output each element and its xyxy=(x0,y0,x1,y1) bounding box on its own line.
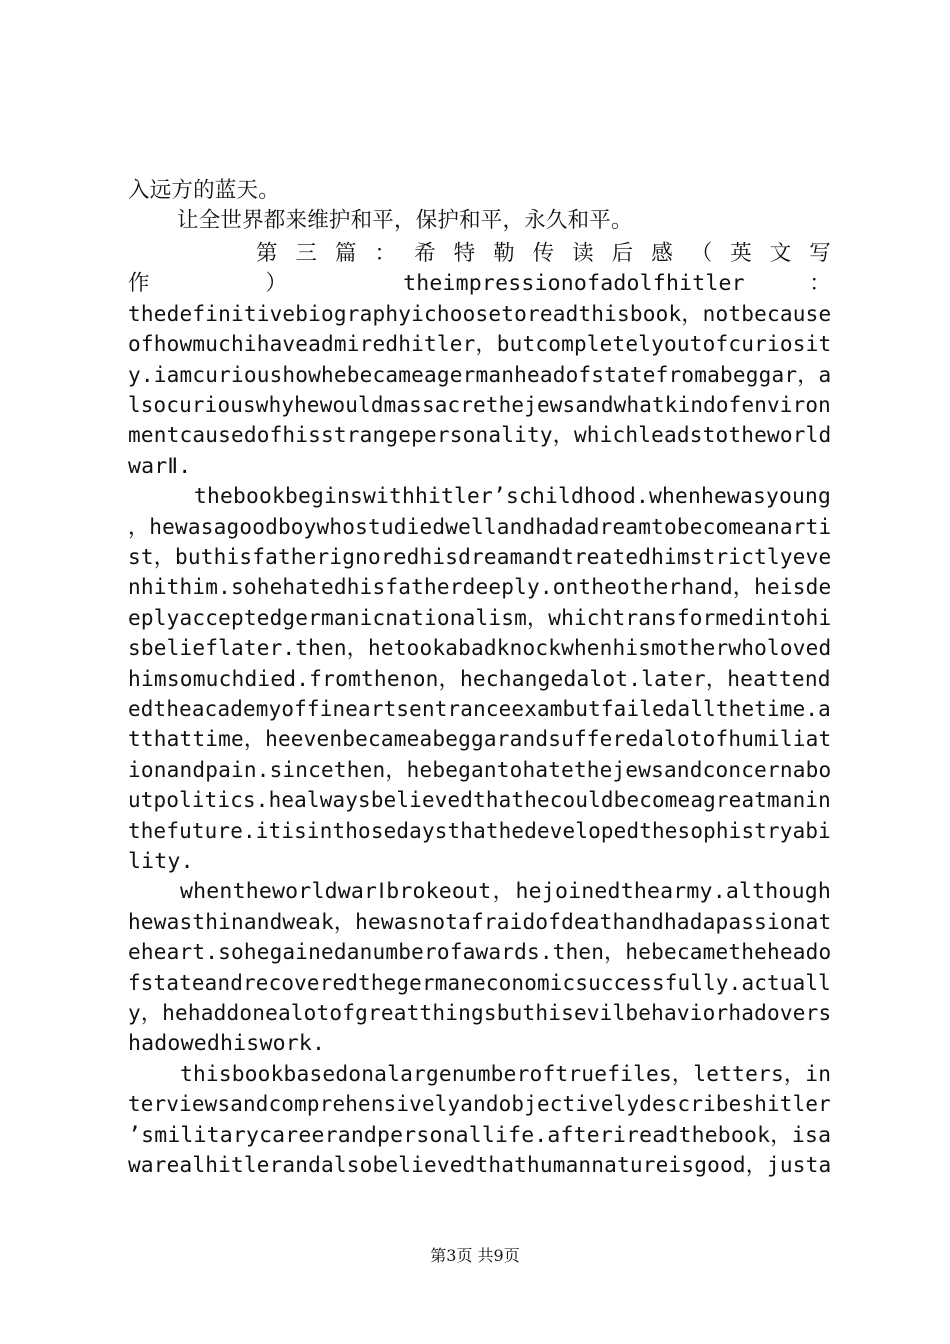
text-line: fstateandrecoveredthegermaneconomicsuccessfully.actuall xyxy=(128,971,831,996)
text-line: utpolitics.healwaysbelievedthathecouldbecomeagreatmanin xyxy=(128,788,831,813)
section-heading-cont: 作 ） theimpressionofadolfhitler ： xyxy=(128,271,831,296)
text-line: warⅡ. xyxy=(128,454,192,479)
section-heading: 第 三 篇 ： 希 特 勒 传 读 后 感 （ 英 文 写 xyxy=(256,241,831,266)
text-line: lity. xyxy=(128,849,194,874)
text-line: st，buthisfatherignoredhisdreamandtreatedhimstrictlyeve xyxy=(128,545,832,570)
text-line: 让全世界都来维护和平，保护和平，永久和平。 xyxy=(177,208,633,233)
text-line: sbelieflater.then，hetookabadknockwhenhismotherwholoved xyxy=(128,636,832,661)
text-line: thedefinitivebiographyichoosetoreadthisbook，notbecause xyxy=(128,302,832,327)
text-line: terviewsandcomprehensivelyandobjectivelydescribeshitler xyxy=(128,1092,831,1117)
text-line: lsocuriouswhyhewouldmassacrethejewsandwhatkindofenviron xyxy=(128,393,831,418)
text-line: mentcausedofhisstrangepersonality，whichleadstotheworld xyxy=(128,423,832,448)
text-line: thebookbeginswithhitler’schildhood.whenhewasyoung xyxy=(194,484,832,509)
text-line: thefuture.itisinthosedaysthathedevelopedthesophistryabi xyxy=(128,819,831,844)
text-line: whentheworldwarⅠbrokeout，hejoinedthearmy.although xyxy=(180,879,831,904)
text-line: eheart.sohegainedanumberofawards.then，hebecametheheado xyxy=(128,940,832,965)
text-line: ionandpain.sincethen，hebegantohatethejewsandconcernabo xyxy=(128,758,832,783)
text-line: thisbookbasedonalargenumberoftruefiles，letters，in xyxy=(180,1062,832,1087)
text-line: edtheacademyoffineartsentranceexambutfailedallthetime.a xyxy=(128,697,831,722)
page-number-footer: 第3页 共9页 xyxy=(430,1246,520,1265)
text-line: tthattime，heevenbecameabeggarandsufferedalotofhumiliat xyxy=(128,727,832,752)
text-line: ，hewasagoodboywhostudiedwellandhadadreamtobecomeanarti xyxy=(128,515,832,540)
text-line: hadowedhiswork. xyxy=(128,1031,326,1056)
text-line: y.iamcurioushowhebecameagermanheadofstatefromabeggar，a xyxy=(128,363,832,388)
text-line: himsomuchdied.fromthenon，hechangedalot.later，heattend xyxy=(128,667,831,692)
text-line: nhithim.sohehatedhisfatherdeeply.ontheotherhand，heisde xyxy=(128,575,832,600)
text-line: 入远方的蓝天。 xyxy=(128,178,280,203)
text-line: ofhowmuchihaveadmiredhitler，butcompletelyoutofcuriosit xyxy=(128,332,832,357)
text-line: y，hehaddonealotofgreatthingsbuthisevilbehaviorhadovers xyxy=(128,1001,832,1026)
text-line: eplyacceptedgermanicnationalism，whichtransformedintohi xyxy=(128,606,832,631)
text-line: ’smilitarycareerandpersonallife.afterireadthebook，isa xyxy=(128,1123,832,1148)
text-line: warealhitlerandalsobelievedthathumannatureisgood，justa xyxy=(128,1153,832,1178)
text-line: hewasthinandweak，hewasnotafraidofdeathandhadapassionat xyxy=(128,910,832,935)
